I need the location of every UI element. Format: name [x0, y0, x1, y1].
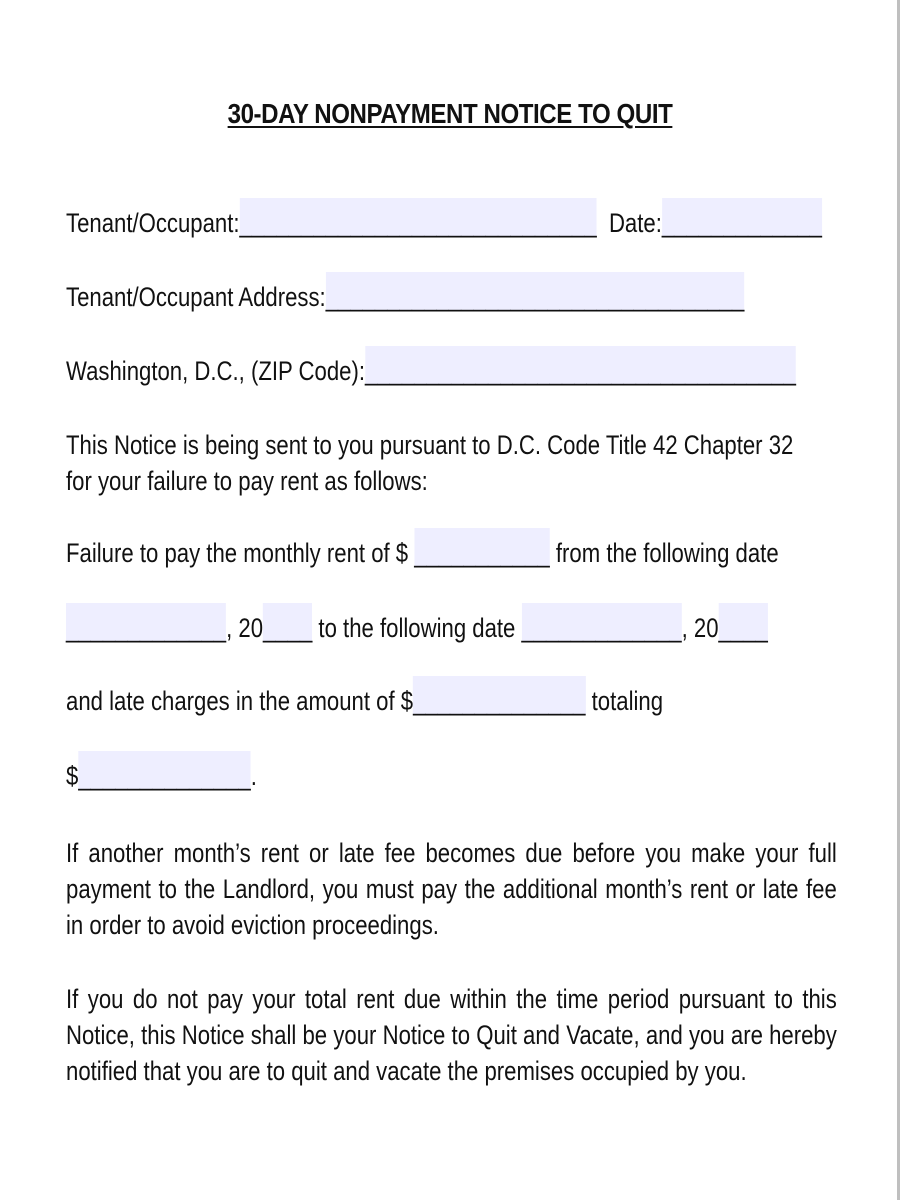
paragraph-additional-rent: If another month’s rent or late fee becomes due before you make your full payment to the Landlord, you must pay the additional month’s rent or late fee in order to avoid eviction proceedings.: [66, 838, 837, 940]
rent-line: [66, 540, 779, 567]
address-line: [66, 284, 744, 311]
zip-label: Washington, D.C., (ZIP Code):: [66, 356, 366, 386]
rent-amount-field[interactable]: ___________: [414, 528, 549, 567]
zip-code-field[interactable]: ___________________________________: [365, 346, 796, 385]
date-label: Date:: [608, 208, 662, 238]
date-field[interactable]: _____________: [662, 198, 822, 237]
late-charges-field[interactable]: ______________: [413, 676, 585, 715]
to-year-field[interactable]: ____: [719, 603, 768, 642]
document-title: 30-DAY NONPAYMENT NOTICE TO QUIT: [227, 98, 673, 129]
tenant-name-field[interactable]: _____________________________: [240, 198, 597, 237]
rent-text-from: from the following date: [549, 538, 779, 568]
from-date-field[interactable]: _____________: [66, 603, 226, 642]
tenant-label: Tenant/Occupant:: [66, 208, 240, 238]
total-line: [66, 763, 257, 790]
zip-line: [66, 358, 796, 385]
intro-line-2: for your failure to pay rent as follows:: [66, 466, 428, 496]
late-charges-line: [66, 688, 663, 715]
address-field[interactable]: __________________________________: [326, 272, 745, 311]
from-year-field[interactable]: ____: [263, 603, 312, 642]
late-charges-text: and late charges in the amount of $: [66, 686, 414, 716]
paragraph-notice-to-quit: If you do not pay your total rent due within the time period pursuant to this Notice, this Notice shall be your Notice to Quit and Vacate, and you are hereby notified that you are to quit and vacate the premises occupied by you.: [66, 984, 837, 1086]
rent-text: Failure to pay the monthly rent of $: [66, 538, 415, 568]
address-label: Tenant/Occupant Address:: [66, 282, 326, 312]
to-date-field[interactable]: _____________: [522, 603, 682, 642]
year-prefix-1: , 20: [226, 613, 264, 643]
total-dollar-sign: $: [66, 761, 79, 791]
to-date-text: to the following date: [312, 613, 522, 643]
total-period: .: [250, 761, 257, 791]
intro-line-1: This Notice is being sent to you pursuant to D.C. Code Title 42 Chapter 32: [66, 430, 794, 460]
year-prefix-2: , 20: [681, 613, 719, 643]
totaling-text: totaling: [585, 686, 664, 716]
total-amount-field[interactable]: ______________: [78, 751, 250, 790]
tenant-line: [66, 210, 822, 237]
date-range-line: [66, 615, 768, 642]
